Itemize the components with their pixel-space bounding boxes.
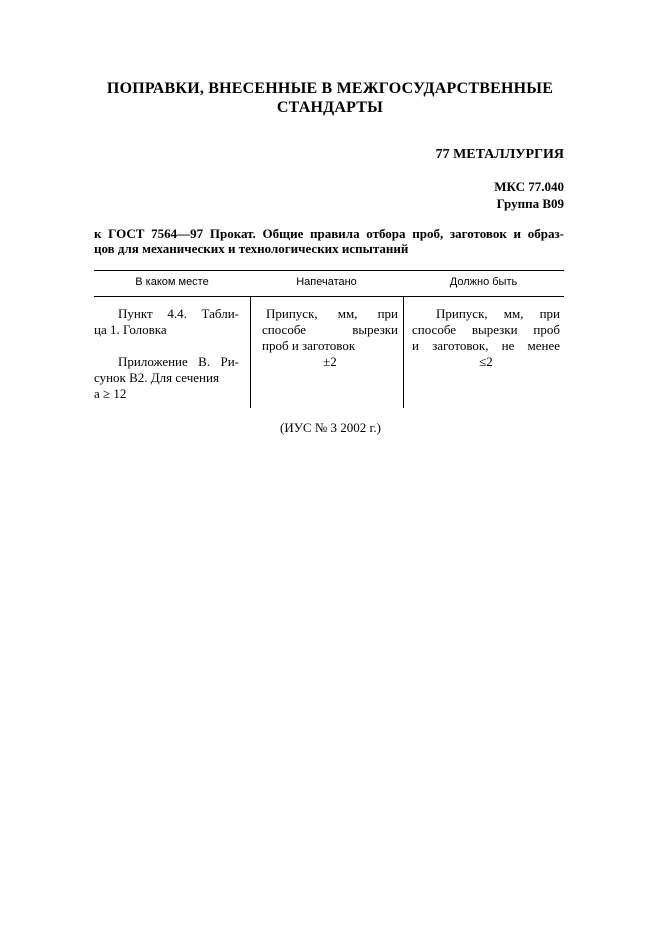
document-title bbox=[90, 79, 570, 117]
table-header-rule bbox=[94, 296, 564, 297]
standard-reference bbox=[94, 226, 564, 256]
where-2-line-3: a ≥ 12 bbox=[94, 386, 127, 401]
table-column-divider-2 bbox=[403, 297, 404, 408]
table-column-divider-1 bbox=[250, 297, 251, 408]
header-printed: Напечатано bbox=[296, 276, 357, 288]
table-top-rule bbox=[94, 270, 564, 271]
standard-line-1: к ГОСТ 7564—97 Прокат. Общие правила отбора проб, заготовок и образ- bbox=[94, 226, 564, 241]
classification-block bbox=[494, 178, 564, 212]
where-2-line-1: Приложение В. Ри- bbox=[118, 354, 239, 369]
printed-line-2: способе вырезки bbox=[262, 322, 398, 337]
correct-line-2: способе вырезки проб bbox=[412, 322, 560, 337]
mks-code: МКС 77.040 bbox=[494, 179, 564, 194]
title-line-1: ПОПРАВКИ, ВНЕСЕННЫЕ В МЕЖГОСУДАРСТВЕННЫЕ bbox=[106, 80, 554, 97]
where-2-line-2: сунок В2. Для сечения bbox=[94, 370, 219, 385]
standard-line-2: цов для механических и технологических испытаний bbox=[94, 241, 409, 256]
where-cell-1 bbox=[94, 306, 239, 338]
footer-source: (ИУС № 3 2002 г.) bbox=[280, 420, 381, 435]
correct-line-3: и заготовок, не менее bbox=[412, 338, 560, 353]
where-1-line-2: ца 1. Головка bbox=[94, 322, 167, 337]
where-1-line-1: Пункт 4.4. Табли- bbox=[118, 306, 239, 321]
section-heading: 77 МЕТАЛЛУРГИЯ bbox=[435, 147, 564, 162]
title-line-2: СТАНДАРТЫ bbox=[276, 99, 384, 116]
where-cell-2 bbox=[94, 354, 239, 402]
group-code: Группа В09 bbox=[496, 196, 564, 211]
header-where: В каком месте bbox=[135, 276, 209, 288]
header-correct: Должно быть bbox=[449, 276, 518, 288]
printed-line-1: Припуск, мм, при bbox=[266, 306, 398, 321]
correct-cell bbox=[412, 306, 560, 370]
printed-line-3: проб и заготовок bbox=[262, 338, 356, 353]
printed-cell bbox=[262, 306, 398, 370]
correct-value: ≤2 bbox=[479, 354, 493, 369]
correct-line-1: Припуск, мм, при bbox=[436, 306, 560, 321]
printed-value: ±2 bbox=[323, 354, 337, 369]
